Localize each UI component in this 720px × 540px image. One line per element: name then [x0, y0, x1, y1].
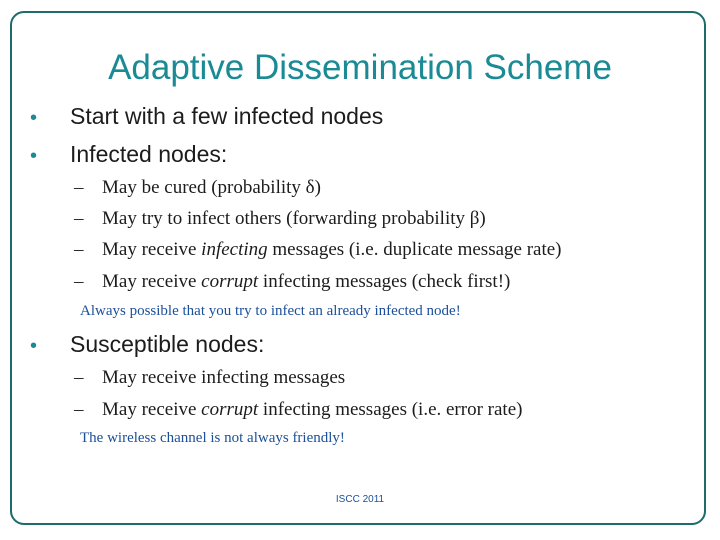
- footer-label: ISCC 2011: [335, 494, 385, 505]
- sub-item-duplicate: [74, 238, 562, 262]
- bullet-susceptible-nodes: [30, 330, 264, 360]
- infected-note: Always possible that you try to infect an already infected node!: [80, 303, 461, 319]
- slide-title: Adaptive Dissemination Scheme: [108, 48, 612, 87]
- bullet-icon: •: [30, 335, 38, 357]
- sub-item-text: May try to infect others (forwarding probability β): [102, 208, 486, 229]
- dash-icon: –: [74, 399, 84, 420]
- sub-item-error: [74, 398, 522, 422]
- sub-item-text: May receive: [102, 239, 202, 260]
- sub-item-text: May receive: [102, 271, 202, 292]
- sub-item-italic: corrupt: [201, 399, 259, 420]
- dash-icon: –: [74, 177, 84, 198]
- dash-icon: –: [74, 239, 84, 260]
- dash-icon: –: [74, 271, 84, 292]
- sub-item-text: May receive infecting messages: [102, 367, 346, 388]
- sub-item-text-after: infecting messages (i.e. error rate): [258, 399, 523, 420]
- sub-item-italic: infecting: [201, 239, 268, 260]
- sub-item-italic: corrupt: [201, 271, 259, 292]
- bullet-infected-nodes: [30, 140, 227, 170]
- sub-item-text: May receive: [102, 399, 202, 420]
- sub-item-forward: [74, 207, 486, 231]
- susceptible-note: The wireless channel is not always friendly!: [80, 430, 345, 446]
- sub-item-text-after: messages (i.e. duplicate message rate): [267, 239, 562, 260]
- bullet-text: Infected nodes:: [70, 141, 228, 167]
- bullet-icon: •: [30, 145, 38, 167]
- sub-item-corrupt: [74, 270, 510, 294]
- dash-icon: –: [74, 367, 84, 388]
- sub-item-cured: [74, 176, 321, 200]
- bullet-text: Start with a few infected nodes: [70, 103, 384, 129]
- bullet-icon: •: [30, 107, 38, 129]
- bullet-text: Susceptible nodes:: [70, 331, 265, 357]
- bullet-start-infected: [30, 102, 383, 132]
- sub-item-text: May be cured (probability δ): [102, 177, 321, 198]
- sub-item-text-after: infecting messages (check first!): [258, 271, 511, 292]
- dash-icon: –: [74, 208, 84, 229]
- sub-item-receive: [74, 366, 345, 390]
